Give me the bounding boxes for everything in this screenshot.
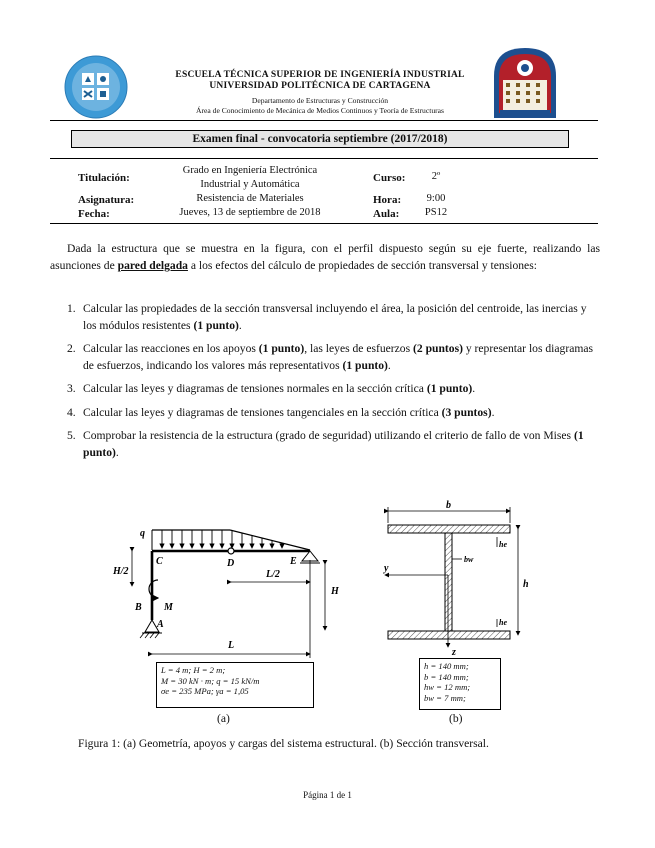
structure-data-box <box>156 662 314 708</box>
question-tail: . <box>472 382 476 395</box>
university-name: UNIVERSIDAD POLITÉCNICA DE CARTAGENA <box>209 81 431 91</box>
data-line: h = 140 mm; <box>424 661 469 671</box>
area-name: Área de Conocimiento de Mecánica de Medios Continuos y Teoría de Estructuras <box>196 106 444 115</box>
question-number: 5. <box>67 429 76 442</box>
hora-value: 9:00 <box>426 193 446 204</box>
question-text: Calcular las propiedades de la sección transversal incluyendo el área, la posición del centroide, las inercias y los módulos resistentes <box>83 302 587 332</box>
asignatura-label: Asignatura: <box>78 194 135 206</box>
label-a: A <box>157 619 164 630</box>
bottom-flange <box>388 631 510 639</box>
question-text: Comprobar la resistencia de la estructura (grado de seguridad) utilizando el criterio de fallo de von Mises <box>83 429 574 442</box>
caption-b: (b) <box>449 712 463 725</box>
exam-title: Examen final - convocatoria septiembre (2017/2018) <box>71 130 569 148</box>
hinge-d <box>228 548 234 554</box>
aula-value: PS12 <box>424 207 448 218</box>
header-rule <box>50 120 598 121</box>
question-text-mid: , las leyes de esfuerzos <box>304 342 414 355</box>
distributed-load <box>152 530 310 550</box>
titulacion-line1: Grado en Ingeniería Electrónica <box>182 165 318 176</box>
school-name: ESCUELA TÉCNICA SUPERIOR DE INGENIERÍA INDUSTRIAL <box>175 70 465 80</box>
section-data-box <box>419 658 501 710</box>
aula-label: Aula: <box>373 208 400 220</box>
titulacion-line2: Industrial y Automática <box>200 179 300 190</box>
question-item <box>50 405 600 422</box>
label-bw: bw <box>464 555 474 564</box>
question-number: 3. <box>67 382 76 395</box>
question-list <box>50 301 600 468</box>
question-text: Calcular las reacciones en los apoyos <box>83 342 259 355</box>
data-line: hw = 12 mm; <box>424 682 471 692</box>
question-number: 4. <box>67 405 76 419</box>
question-score: (1 punto) <box>83 429 584 459</box>
figure-caption-text: (a) Geometría, apoyos y cargas del sistema estructural. (b) Sección transversal. <box>120 737 489 750</box>
top-flange <box>388 525 510 533</box>
curso-value: 2º <box>431 171 441 182</box>
label-e: E <box>290 556 297 567</box>
intro-paragraph <box>50 240 600 274</box>
question-number: 2. <box>67 342 76 355</box>
fecha-value: Jueves, 13 de septiembre de 2018 <box>179 207 321 218</box>
label-y: y <box>384 563 389 574</box>
question-tail: . <box>491 405 495 419</box>
label-h-half: H/2 <box>113 566 129 577</box>
web <box>445 533 452 631</box>
question-text: Calcular las leyes y diagramas de tensiones normales en la sección crítica <box>83 382 427 395</box>
question-tail: . <box>115 445 119 459</box>
section-diagram <box>380 497 540 657</box>
asignatura-value: Resistencia de Materiales <box>196 193 304 204</box>
question-score: (1 punto) <box>258 342 305 355</box>
intro-emphasis: pared delgada <box>117 259 188 272</box>
question-item <box>50 341 600 374</box>
label-l-half: L/2 <box>266 569 280 580</box>
question-text: y representar los diagramas de esfuerzos, indicando los valores más representativos <box>83 342 594 372</box>
moment-arrow <box>149 580 158 598</box>
label-q: q <box>140 528 145 539</box>
intro-before: Dada la estructura que se muestra en la figura, con el perfil dispuesto según su eje fuerte, realizando las asunciones de <box>50 242 600 272</box>
question-score: (2 puntos) <box>413 342 463 355</box>
label-he-top: he <box>499 540 507 549</box>
label-h: H <box>331 586 339 597</box>
figure-caption <box>78 737 578 750</box>
label-c: C <box>156 556 163 567</box>
question-number: 1. <box>67 302 76 315</box>
question-tail: . <box>387 358 391 372</box>
data-line: bw = 7 mm; <box>424 692 466 703</box>
data-line: M = 30 kN · m; q = 15 kN/m <box>161 675 260 686</box>
titulacion-label: Titulación: <box>78 172 130 184</box>
department-name: Departamento de Estructuras y Construcción <box>251 96 389 105</box>
question-score: (1 punto) <box>342 358 388 372</box>
question-score: (1 punto) <box>193 318 239 332</box>
label-h-height: h <box>523 579 529 590</box>
label-he-bottom: he <box>499 618 507 627</box>
question-text: Calcular las leyes y diagramas de tensiones tangenciales en la sección crítica <box>83 405 442 419</box>
question-item <box>50 381 600 398</box>
question-item <box>50 301 600 334</box>
data-line: b = 140 mm; <box>424 671 469 682</box>
caption-a: (a) <box>217 712 230 725</box>
label-b: B <box>135 602 142 613</box>
info-top-rule <box>50 158 598 159</box>
page-footer: Página 1 de 1 <box>303 790 352 800</box>
fecha-label: Fecha: <box>78 208 110 220</box>
label-z: z <box>452 647 456 658</box>
question-score: (3 puntos) <box>441 405 492 419</box>
info-bottom-rule <box>50 223 598 224</box>
label-b-width: b <box>446 500 451 511</box>
label-l: L <box>228 640 235 651</box>
data-line: σe = 235 MPa; γa = 1,05 <box>161 686 249 696</box>
intro-after: a los efectos del cálculo de propiedades de sección transversal y tensiones: <box>187 259 537 272</box>
figure-caption-label: Figura 1: <box>78 737 121 750</box>
label-d: D <box>227 558 235 569</box>
question-item <box>50 428 600 461</box>
curso-label: Curso: <box>373 172 406 184</box>
hora-label: Hora: <box>373 194 402 206</box>
data-line: L = 4 m; H = 2 m; <box>161 665 226 675</box>
question-tail: . <box>238 318 242 332</box>
question-score: (1 punto) <box>426 382 473 395</box>
label-m: M <box>164 602 173 613</box>
